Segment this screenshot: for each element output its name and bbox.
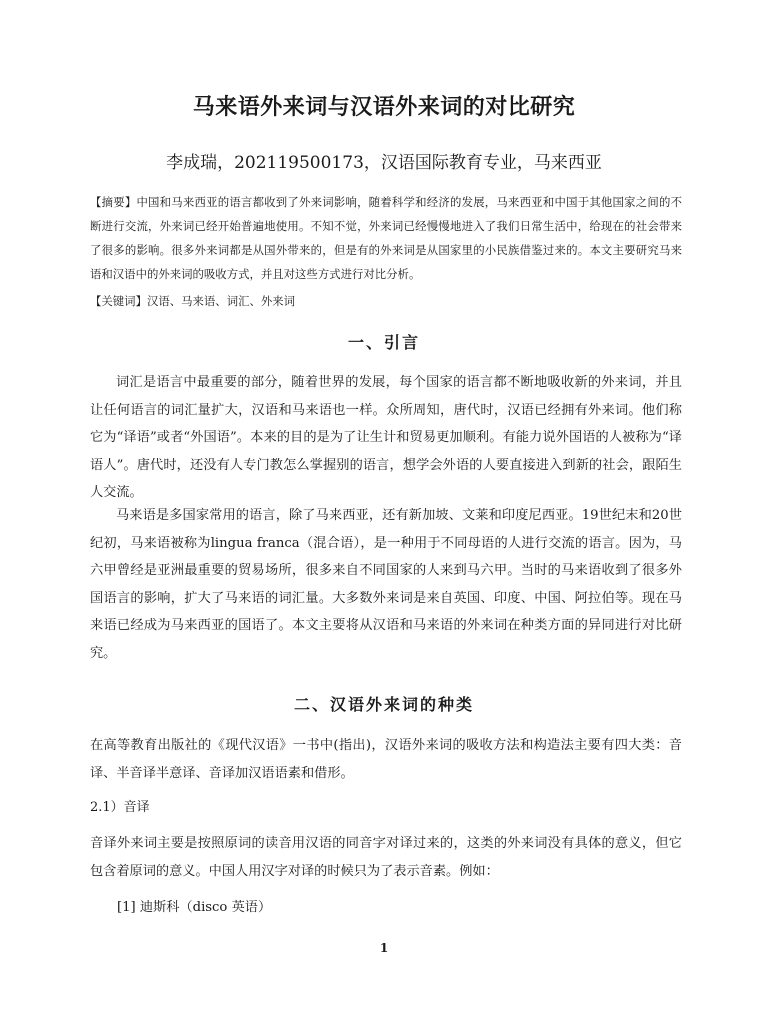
paper-title: 马来语外来词与汉语外来词的对比研究 bbox=[192, 94, 576, 120]
section2-paragraph-1: 在高等教育出版社的《现代汉语》一书中(指出)，汉语外来词的吸收方法和构造法主要有四大类：音译、半音译半意译、音译加汉语语素和借形。 bbox=[90, 738, 682, 781]
example-item: [1] 迪斯科（disco 英语） bbox=[117, 900, 272, 915]
section1-paragraph-1: 词汇是语言中最重要的部分，随着世界的发展，每个国家的语言都不断地吸收新的外来词，并且让任何语言的词汇量扩大，汉语和马来语也一样。众所周知，唐代时，汉语已经拥有外来词。他们称它为“译语”或者“外国语”。本来的目的是为了让生计和贸易更加顺利。有能力说外国语的人被称为“译语人”。唐代时，还没有人专门教怎么掌握别的语言，想学会外语的人要直接进入到新的社会，跟陌生人交流。 bbox=[90, 375, 682, 500]
keywords: 【关键词】汉语、马来语、词汇、外来词 bbox=[90, 294, 296, 308]
page-number: 1 bbox=[379, 941, 389, 955]
author-line: 李成瑞，202119500173，汉语国际教育专业，马来西亚 bbox=[166, 153, 602, 173]
section2-heading: 二、汉语外来词的种类 bbox=[293, 695, 474, 714]
subsection-2-1-paragraph: 音译外来词主要是按照原词的读音用汉语的同音字对译过来的，这类的外来词没有具体的意义，但它包含着原词的意义。中国人用汉字对译的时候只为了表示音素。例如： bbox=[90, 836, 682, 879]
section1-paragraph-2: 马来语是多国家常用的语言，除了马来西亚，还有新加坡、文莱和印度尼西亚。19世纪末和20世纪初，马来语被称为lingua franca（混合语），是一种用于不同母语的人进行交流的语言。因为，马六甲曾经是亚洲最重要的贸易场所，很多来自不同国家的人来到马六甲。当时的马来语收到了很多外国语言的影响，扩大了马来语的词汇量。大多数外来词是来自英国、印度、中国、阿拉伯等。现在马来语已经成为马来西亚的国语了。本文主要将从汉语和马来语的外来词在种类方面的异同进行对比研究。 bbox=[90, 508, 682, 661]
subsection-2-1-heading: 2.1）音译 bbox=[90, 800, 150, 815]
abstract: 【摘要】中国和马来西亚的语言都收到了外来词影响，随着科学和经济的发展，马来西亚和中国于其他国家之间的不断进行交流，外来词已经开始普遍地使用。不知不觉，外来词已经慢慢地进入了我们日常生活中，给现在的社会带来了很多的影响。很多外来词都是从国外带来的，但是有的外来词是从国家里的小民族借鉴过来的。本文主要研究马来语和汉语中的外来词的吸收方式，并且对这些方式进行对比分析。 bbox=[90, 195, 682, 281]
section1-heading: 一、引言 bbox=[347, 333, 420, 352]
